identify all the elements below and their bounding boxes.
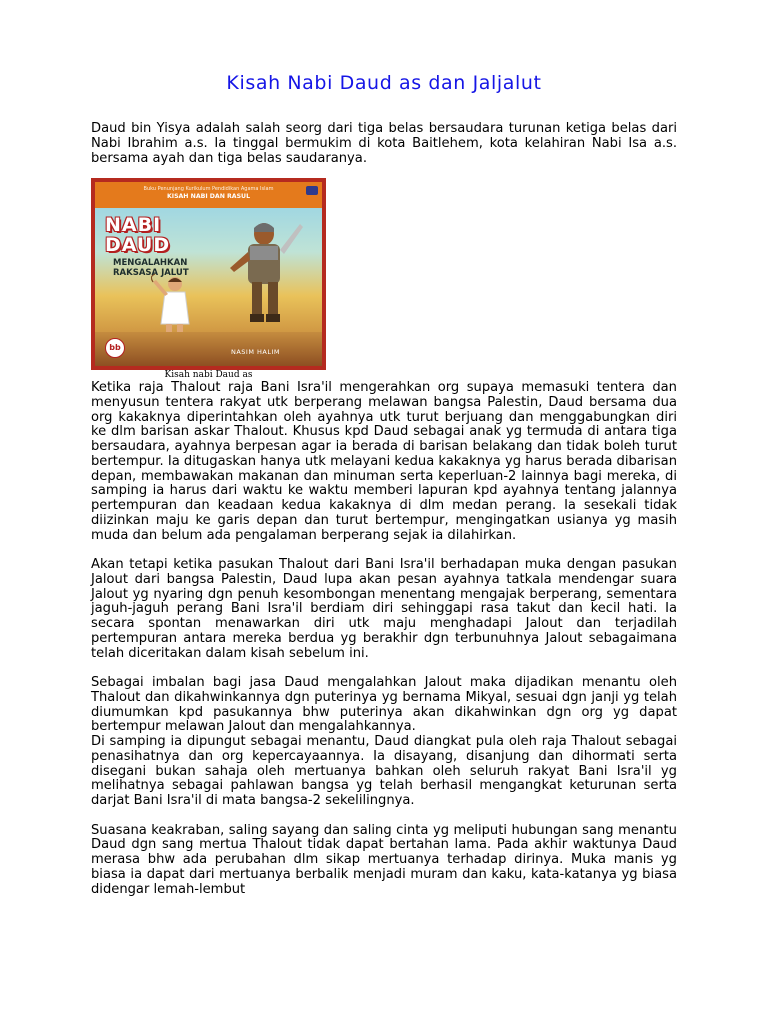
giant-illustration xyxy=(224,216,304,326)
cover-subtitle-line-2: RAKSASA JALUT xyxy=(113,268,189,278)
book-cover-figure xyxy=(91,178,326,370)
cover-corner-badge xyxy=(306,186,318,195)
body-paragraph-4: Di samping ia dipungut sebagai menantu, Daud diangkat pula oleh raja Thalout sebagai penasihatnya dan org kepercayaannya. Ia disayang, disanjung dan dihormati serta disegani bukan sahaja oleh mertuanya bahkan oleh seluruh rakyat Bani Isra'il yg melihatnya sebagai pahlawan bangsa yg telah berhasil mengangkat keturunan serta darjat Bani Isra'il di mata bangsa-2 sekelilingnya. xyxy=(91,734,677,808)
cover-series-text: Buku Penunjang Kurikulum Pendidikan Agama Islam xyxy=(143,186,274,192)
page-title: Kisah Nabi Daud as dan Jaljalut xyxy=(226,72,542,94)
body-paragraph-3: Sebagai imbalan bagi jasa Daud mengalahkan Jalout maka dijadikan menantu oleh Thalout dan dikahwinkannya dgn puterinya yg bernama Mikyal, sesuai dgn janji yg telah diumumkan kpd pasukannya bhw puterinya akan dikahwinkan dgn org yg dapat bertempur melawan Jalout dan mengalahkannya. xyxy=(91,675,677,735)
paragraph-gap xyxy=(91,543,677,558)
cover-subtitle-line-1: MENGALAHKAN xyxy=(113,258,188,268)
figure-caption: Kisah nabi Daud as xyxy=(164,370,253,380)
intro-block xyxy=(91,122,677,166)
book-cover-image xyxy=(95,182,322,366)
paragraph-gap xyxy=(91,809,677,824)
body-paragraph-1: Ketika raja Thalout raja Bani Isra'il mengerahkan org supaya memasuki tentera dan menyusun tentera rakyat utk berperang melawan bangsa Palestin, Daud bersama dua org kakaknya diperintahkan oleh ayahnya utk turut berjuang dan menggabungkan diri ke dlm barisan askar Thalout. Khusus kpd Daud sebagai anak yg termuda di antara tiga bersaudara, ayahnya berpesan agar ia berada di barisan belakang dan tidak boleh turut bertempur. Ia ditugaskan hanya utk melayani kedua kakaknya yg harus berada dibarisan depan, membawakan makanan dan minuman serta keperluan-2 lainnya bagi mereka, di samping ia harus dari waktu ke waktu memberi lapuran kpd ayahnya tentang jalannya pertempuran dan keadaan kedua kakaknya di dlm medan perang. Ia sesekali tidak diizinkan maju ke garis depan dan turut bertempur, mengingatkan usianya yg masih muda dan belum ada pengalaman berperang sejak ia dilahirkan. xyxy=(91,380,677,543)
article-body xyxy=(91,381,677,897)
intro-paragraph: Daud bin Yisya adalah salah seorg dari tiga belas bersaudara turunan ketiga belas dari Nabi Ibrahim a.s. Ia tinggal bermukim di kota Baitlehem, kota kelahiran Nabi Isa a.s. bersama ayah dan tiga belas saudaranya. xyxy=(91,121,677,166)
cover-ground xyxy=(95,332,322,366)
paragraph-gap xyxy=(91,661,677,676)
cover-series-sub: KISAH NABI DAN RASUL xyxy=(166,193,251,200)
publisher-logo: bb xyxy=(105,338,125,358)
cover-title-daud: DAUD xyxy=(105,234,171,256)
body-paragraph-5: Suasana keakraban, saling sayang dan saling cinta yg meliputi hubungan sang menantu Daud dgn sang mertua Thalout tidak dapat bertahan lama. Pada akhir waktunya Daud merasa bhw ada perubahan dlm sikap mertuanya terhadap dirinya. Muka manis yg biasa ia dapat dari mertuanya berbalik menjadi muram dan kaku, kata-katanya yg biasa didengar lemah-lembut xyxy=(91,822,677,897)
cover-author: NASIM HALIM xyxy=(230,348,280,356)
cover-series-band xyxy=(95,182,322,208)
body-paragraph-2: Akan tetapi ketika pasukan Thalout dari Bani Isra'il berhadapan muka dengan pasukan Jalout dari bangsa Palestin, Daud lupa akan pesan ayahnya tatkala mendengar suara Jalout yg nyaring dgn penuh kesombongan menentang mengajak berperang, sementara jaguh-jaguh perang Bani Isra'il berdiam diri sehinggapi rasa takut dan kecil hati. Ia secara spontan menawarkan diri utk maju menghadapi Jalout dan terjadilah pertempuran antara mereka berdua yg berakhir dgn terbunuhnya Jalout sebagaimana telah diceritakan dalam kisah sebelum ini. xyxy=(91,557,677,661)
cover-subtitle xyxy=(113,258,223,278)
cover-title-nabi: NABI xyxy=(105,214,162,236)
